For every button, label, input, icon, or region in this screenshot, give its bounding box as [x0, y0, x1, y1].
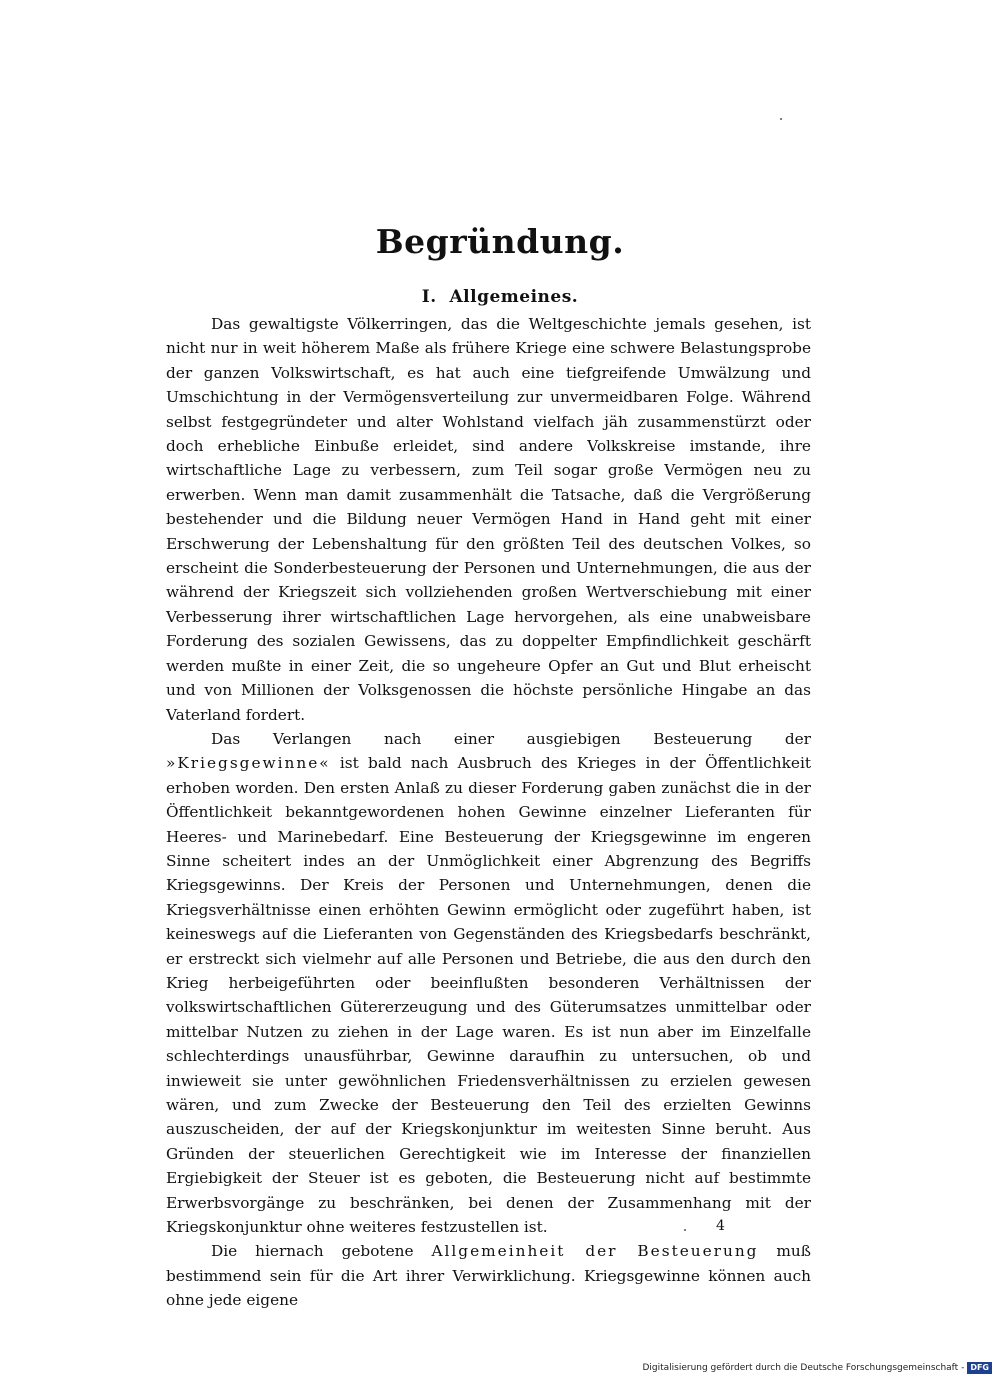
paragraph-2-text: ist bald nach Ausbruch des Krieges in der Öffentlichkeit erhoben worden. Den ersten Anlaß zu dieser Forderung gaben zunächst die in der Öffentlichkeit bekanntgewordenen hohen Gewinne einzelner Lieferanten für Heeres- und Marinebedarf. Eine Besteuerung der Kriegsgewinne im engeren Sinne scheitert indes an der Unmöglichkeit einer Abgrenzung des Begriffs Kriegsgewinns. Der Kreis der Personen und Unternehmungen, denen die Kriegsverhältnisse einen erhöhten Gewinn ermöglicht oder zugeführt haben, ist keineswegs auf die Lieferanten von Gegenständen des Kriegsbedarfs beschränkt, er erstreckt sich vielmehr auf alle Personen und Betriebe, die aus den durch den Krieg herbeigeführten oder beeinflußten besonderen Verhältnissen der volkswirtschaftlichen Gütererzeugung und des Güterumsatzes unmittelbar oder mittelbar Nutzen zu ziehen in der Lage waren. Es ist nun aber im Einzelfalle schlechterdings unausführbar, Gewinne daraufhin zu untersuchen, ob und inwieweit sie unter gewöhnlichen Friedensverhältnissen zu erzielen gewesen wären, und zum Zwecke der Besteuerung den Teil des erzielten Gewinns auszuscheiden, der auf der Kriegskonjunktur im weitesten Sinne beruht. Aus Gründen der steuerlichen Gerechtigkeit wie im Interesse der finanziellen Ergiebigkeit der Steuer ist es geboten, die Besteuerung nicht auf bestimmte Erwerbsvorgänge zu beschränken, bei denen der Zusammenhang mit der Kriegskonjunktur ohne weiteres festzustellen ist. [166, 754, 811, 1237]
paragraph-3-lead: Die hiernach gebotene [211, 1242, 432, 1261]
paragraph-2-lead: Das Verlangen nach einer ausgiebigen Besteuerung der [211, 729, 811, 748]
paragraph-2-emphasis: »Kriegsgewinne« [166, 754, 331, 773]
dfg-logo: DFG [967, 1362, 992, 1374]
body-text [166, 312, 811, 1313]
section-heading-text: Allgemeines. [449, 287, 579, 307]
scan-speck [684, 1229, 686, 1231]
paragraph-2 [166, 727, 811, 1240]
paragraph-1 [166, 312, 811, 727]
scan-speck [780, 118, 782, 120]
section-heading [0, 287, 1000, 307]
paragraph-3-emphasis: Allgemeinheit der Besteuerung [431, 1242, 759, 1261]
section-number: I. [421, 287, 437, 307]
paragraph-3 [166, 1239, 811, 1312]
page-number: 4 [716, 1218, 725, 1234]
footer-text: Digitalisierung gefördert durch die Deutsche Forschungsgemeinschaft - [642, 1363, 965, 1373]
page-title: Begründung. [375, 222, 625, 261]
paragraph-3-text: muß bestimmend sein für die Art ihrer Verwirklichung. Kriegsgewinne können auch ohne jede eigene [166, 1242, 811, 1310]
footer [642, 1362, 992, 1374]
paragraph-1-text: Das gewaltigste Völkerringen, das die Weltgeschichte jemals gesehen, ist nicht nur in weit höherem Maße als frühere Kriege eine schwere Belastungsprobe der ganzen Volkswirtschaft, es hat auch eine tiefgreifende Umwälzung und Umschichtung in der Vermögensverteilung zur unvermeidbaren Folge. Während selbst festgegründeter und alter Wohlstand vielfach jäh zusammenstürzt oder doch erhebliche Einbuße erleidet, sind andere Volkskreise imstande, ihre wirtschaftliche Lage zu verbessern, zum Teil sogar große Vermögen neu zu erwerben. Wenn man damit zusammenhält die Tatsache, daß die Vergrößerung bestehender und die Bildung neuer Vermögen Hand in Hand geht mit einer Erschwerung der Lebenshaltung für den größten Teil des deutschen Volkes, so erscheint die Sonderbesteuerung der Personen und Unternehmungen, die aus der während der Kriegszeit sich vollziehenden großen Wertverschiebung mit einer Verbesserung ihrer wirtschaftlichen Lage hervorgehen, als eine unabweisbare Forderung des sozialen Gewissens, das zu doppelter Empfindlichkeit geschärft werden mußte in einer Zeit, die so ungeheure Opfer an Gut und Blut erheischt und von Millionen der Volksgenossen die höchste persönliche Hingabe an das Vaterland fordert. [166, 315, 811, 724]
